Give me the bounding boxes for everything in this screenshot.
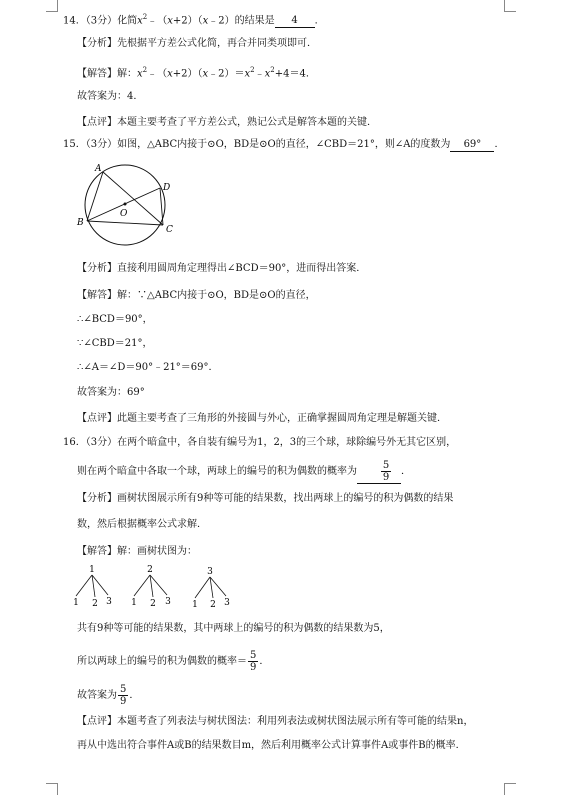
q14-answer-blank: 4 [275,14,315,28]
q16-count: 共有9种等可能的结果数，其中两球上的编号的积为偶数的结果数为5， [77,623,390,634]
q14-stem: 14．（3分）化简$x^2﹣(x+2)(x﹣2)$的结果是 4 ． [63,13,325,27]
q16-comment-line1: 【点评】本题考查了列表法与树状图法：利用列表法或树状图法展示所有等可能的结果n， [77,716,474,727]
q14-final: 故答案为：4． [77,91,144,102]
svg-text:1: 1 [73,598,79,608]
q16-prob-fraction: $\frac{5}{9}$ [250,650,257,673]
label-b: B [77,218,84,228]
crop-mark-top-right [504,0,516,12]
tree-diagram [68,562,248,614]
circle-figure [70,160,180,250]
svg-text:3: 3 [207,567,213,577]
label-c: C [166,225,173,235]
tree-1 [73,565,112,609]
q16-stem-line1: 16．（3分）在两个暗盒中，各自装有编号为1，2，3的三个球，球除编号外无其它区别， [63,437,457,448]
label-o: O [120,209,128,219]
q15-analysis: 【分析】直接利用圆周角定理得出∠BCD＝90°，进而得出答案． [77,263,367,274]
svg-text:1: 1 [192,600,198,610]
tree-2 [131,565,171,609]
svg-text:3: 3 [106,597,112,607]
q15-answer-blank: 69° [450,138,494,152]
q16-solution: 【解答】解：画树状图为： [77,546,197,557]
svg-text:2: 2 [92,599,98,609]
svg-text:3: 3 [165,597,171,607]
q14-comment: 【点评】本题主要考查了平方差公式，熟记公式是解答本题的关键． [77,117,377,128]
q16-stem-line2: 则在两个暗盒中各取一个球，两球上的编号的积为偶数的概率为 $\frac{5}{9}$ ． [77,460,411,483]
q16-answer-blank [357,460,401,484]
q15-step-2: ∵∠CBD＝21°， [77,338,153,349]
q16-probability: 所以两球上的编号的积为偶数的概率＝ $\frac{5}{9}$ ． [77,650,270,673]
q15-step-3: ∴∠A＝∠D＝90°﹣21°＝69°． [77,362,219,373]
q14-solution: 【解答】解：$x^2﹣(x+2)(x﹣2)=x^2﹣x^2+4=4$． [77,66,316,80]
crop-mark-bottom-right [504,783,516,795]
svg-text:3: 3 [224,598,230,608]
q16-answer-fraction: $\frac{5}{9}$ [382,460,390,483]
svg-text:1: 1 [131,598,137,608]
q15-comment: 【点评】此题主要考查了三角形的外接圆与外心，正确掌握圆周角定理是解题关键． [77,413,447,424]
segment-ac [103,172,163,225]
segment-ab [87,172,103,221]
q16-comment-line2: 再从中选出符合事件A或B的结果数目m，然后利用概率公式计算事件A或事件B的概率． [77,740,466,751]
svg-text:2: 2 [150,599,156,609]
label-a: A [95,164,102,174]
label-d: D [163,183,171,193]
q15-step-1: ∴∠BCD＝90°， [77,314,153,325]
svg-text:2: 2 [210,600,216,610]
q15-solution: 【解答】解：∵△ABC内接于⊙O，BD是⊙O的直径， [77,290,316,301]
svg-text:1: 1 [89,565,95,575]
svg-text:2: 2 [147,565,153,575]
segment-dc [160,188,163,225]
crop-mark-bottom-left [46,783,58,795]
center-point [124,203,127,206]
q15-stem: 15．（3分）如图，△ABC内接于⊙O，BD是⊙O的直径，∠CBD＝21°，则∠A的度数为 69° ． [63,139,505,150]
q16-final: 故答案为 $\frac{5}{9}$ ． [77,684,140,707]
q15-final: 故答案为：69° [77,387,145,398]
tree-3 [192,567,230,610]
crop-mark-top-left [46,0,58,12]
q16-analysis-line2: 数，然后根据概率公式求解． [77,519,207,530]
segment-bc [87,221,163,225]
q16-final-fraction: $\frac{5}{9}$ [120,684,127,707]
q16-analysis-line1: 【分析】画树状图展示所有9种等可能的结果数，找出两球上的编号的积为偶数的结果 [77,493,454,504]
q14-analysis: 【分析】先根据平方差公式化简，再合并同类项即可． [77,38,317,49]
